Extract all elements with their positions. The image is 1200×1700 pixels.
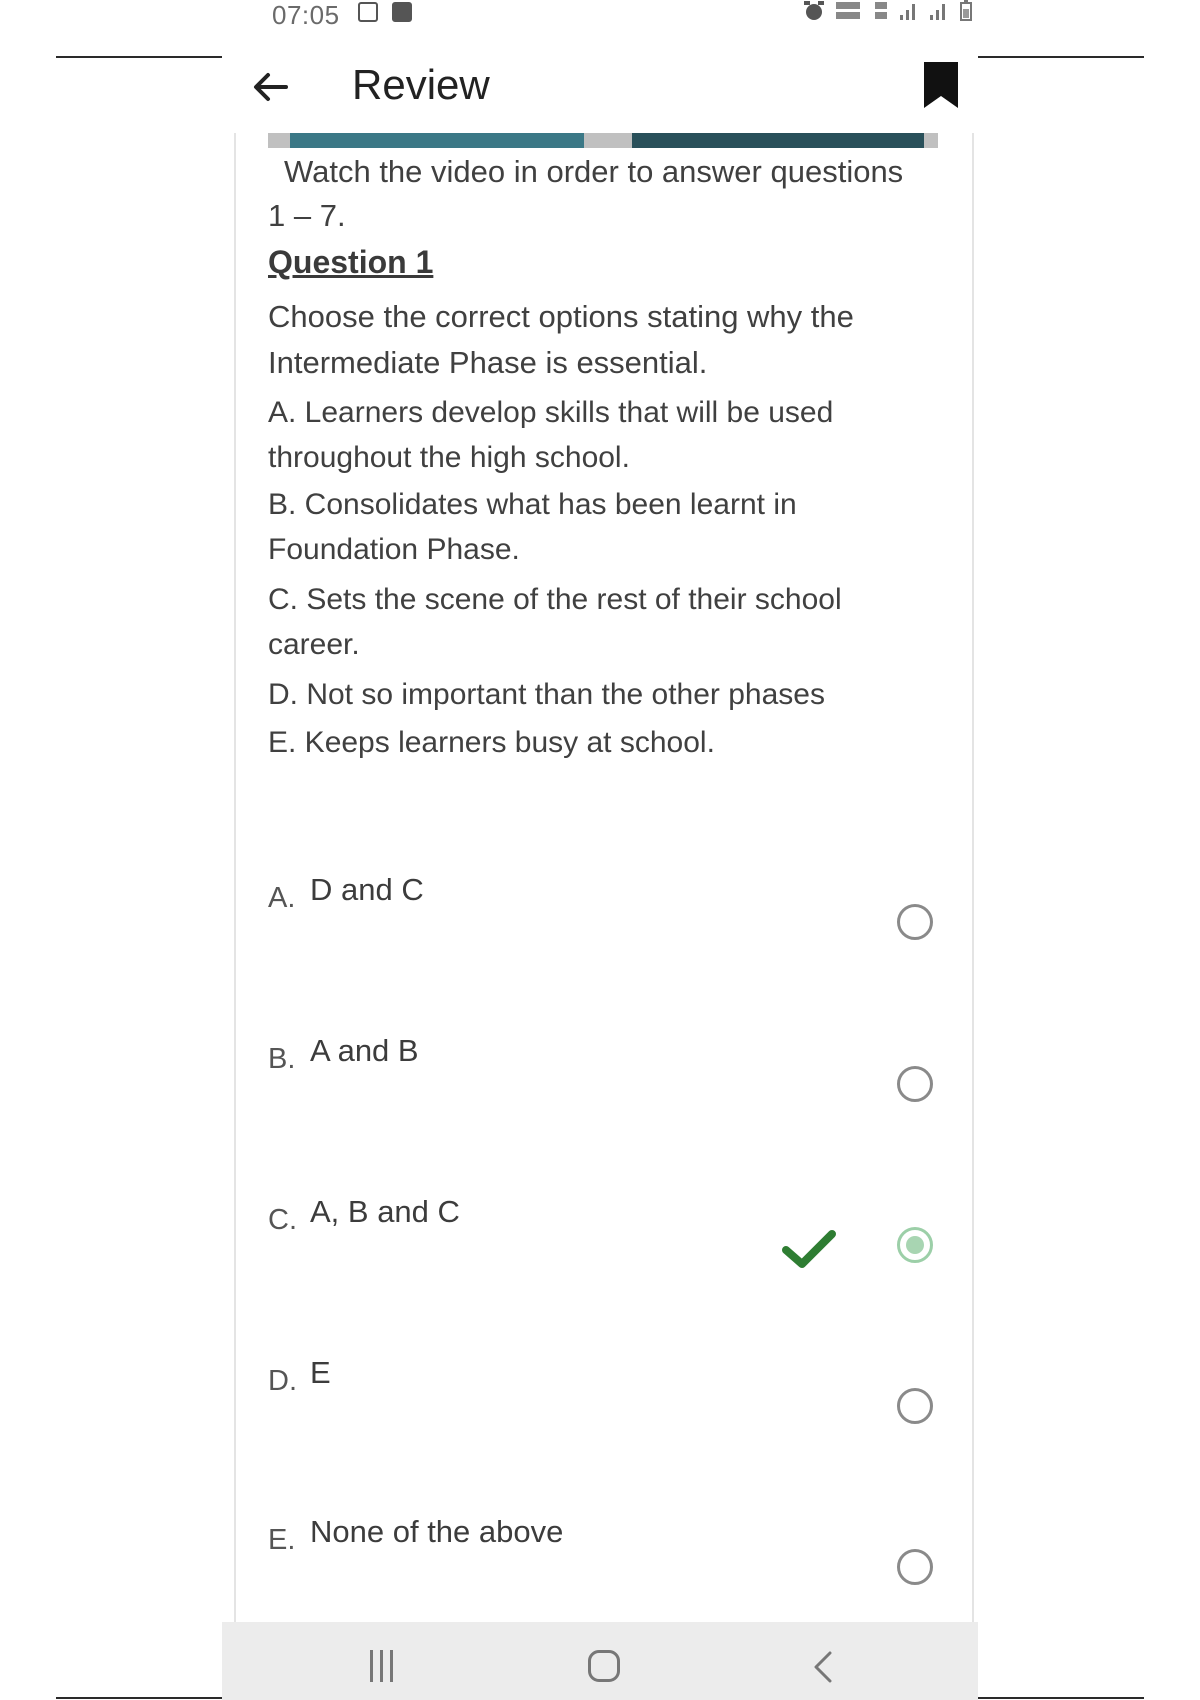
4g-indicator bbox=[872, 0, 890, 22]
answer-option-a[interactable] bbox=[268, 872, 948, 962]
option-text: None of the above bbox=[310, 1514, 564, 1549]
statement-item: C. Sets the scene of the rest of their school career. bbox=[268, 583, 842, 661]
answer-option-d[interactable] bbox=[268, 1355, 948, 1445]
video-frame-segment bbox=[632, 133, 924, 148]
top-right-divider bbox=[978, 56, 1144, 58]
radio-button-selected[interactable] bbox=[897, 1227, 933, 1263]
home-icon[interactable] bbox=[588, 1650, 620, 1682]
answer-option-b[interactable] bbox=[268, 1033, 948, 1123]
back-icon[interactable] bbox=[808, 1650, 838, 1684]
option-text: A, B and C bbox=[310, 1194, 460, 1229]
page-title: Review bbox=[352, 61, 490, 108]
answer-option-e[interactable] bbox=[268, 1514, 948, 1604]
signal-icon bbox=[928, 0, 950, 22]
option-letter: B. bbox=[268, 1043, 296, 1075]
statement-item: A. Learners develop skills that will be used throughout the high school. bbox=[268, 396, 834, 474]
status-icons bbox=[802, 0, 974, 22]
status-time: 07:05 bbox=[272, 0, 340, 30]
statement-item: E. Keeps learners busy at school. bbox=[268, 726, 715, 759]
option-letter: D. bbox=[268, 1365, 297, 1397]
video-player[interactable] bbox=[268, 133, 938, 148]
option-text: D and C bbox=[310, 872, 424, 907]
bookmark-icon[interactable] bbox=[922, 60, 960, 110]
radio-button[interactable] bbox=[897, 1549, 933, 1585]
answer-option-c[interactable] bbox=[268, 1194, 948, 1284]
option-text: A and B bbox=[310, 1033, 419, 1068]
option-letter: E. bbox=[268, 1524, 296, 1556]
option-letter: A. bbox=[268, 882, 296, 914]
top-left-divider bbox=[56, 56, 222, 58]
check-icon bbox=[782, 1228, 836, 1270]
question-prompt: Choose the correct options stating why the Intermediate Phase is essential. bbox=[268, 299, 854, 380]
video-frame-segment bbox=[290, 133, 584, 148]
app-notification-icon bbox=[392, 2, 412, 22]
status-bar bbox=[222, 0, 978, 30]
battery-icon bbox=[958, 0, 974, 22]
radio-button[interactable] bbox=[897, 1066, 933, 1102]
arrow-left-icon[interactable] bbox=[250, 67, 290, 107]
app-bar bbox=[222, 45, 978, 135]
option-text: E bbox=[310, 1355, 331, 1390]
statement-item: D. Not so important than the other phases bbox=[268, 678, 825, 711]
question-heading: Question 1 bbox=[268, 244, 434, 280]
gallery-notification-icon bbox=[358, 2, 378, 22]
recents-icon[interactable] bbox=[370, 1650, 400, 1682]
radio-button[interactable] bbox=[897, 1388, 933, 1424]
signal-icon bbox=[898, 0, 920, 22]
option-letter: C. bbox=[268, 1204, 297, 1236]
alarm-icon bbox=[802, 0, 826, 22]
system-nav-bar bbox=[222, 1622, 978, 1700]
intro-text: Watch the video in order to answer questions 1 – 7. bbox=[268, 154, 904, 233]
radio-button[interactable] bbox=[897, 904, 933, 940]
volte-lte1-indicator bbox=[834, 0, 864, 22]
statement-item: B. Consolidates what has been learnt in Foundation Phase. bbox=[268, 488, 797, 566]
